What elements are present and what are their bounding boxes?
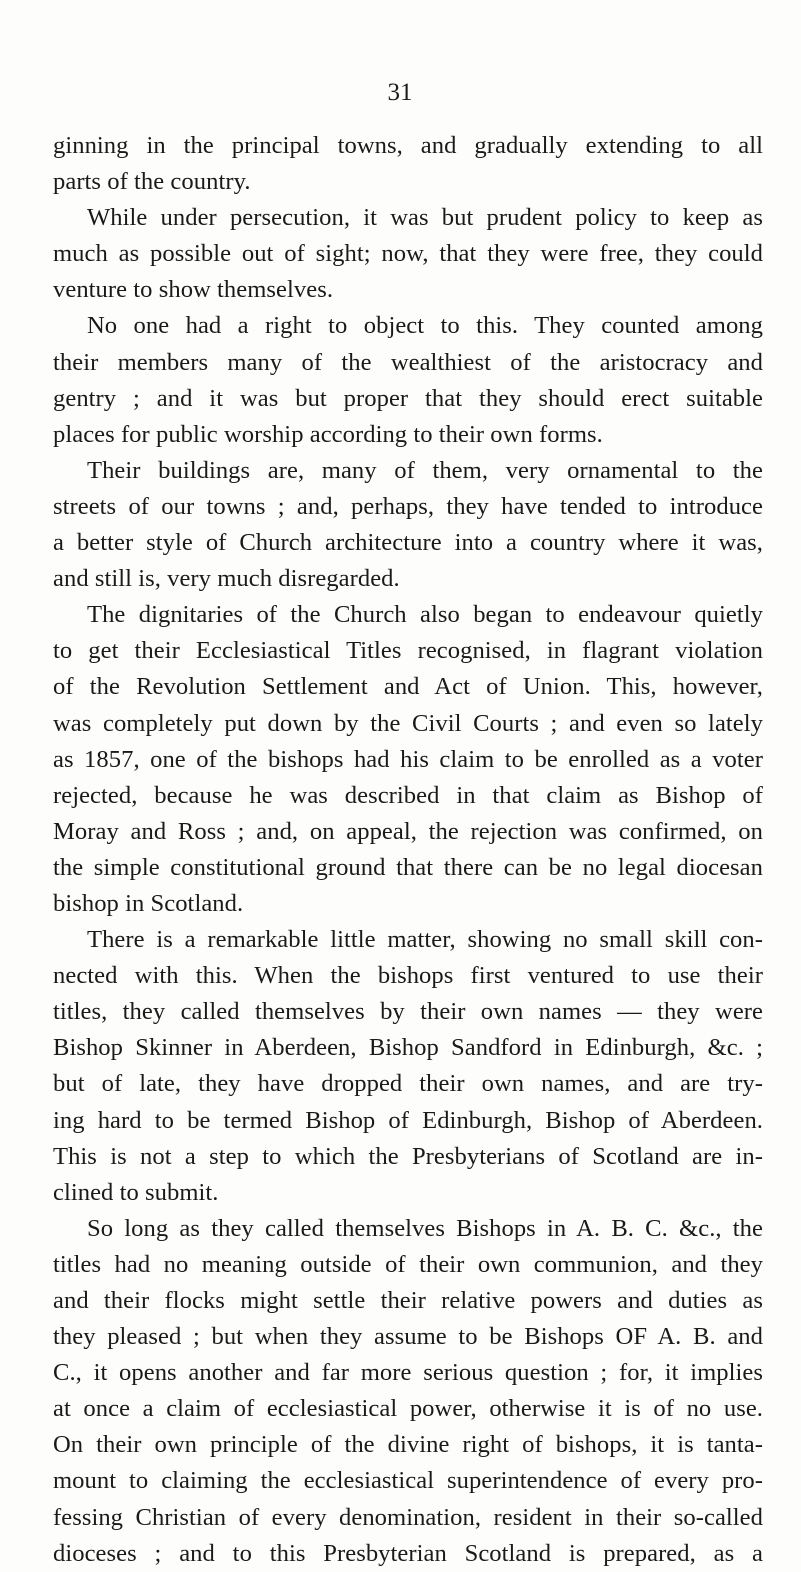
text-line: mount to claiming the ecclesiastical superintendence of every pro- (53, 1467, 763, 1495)
text-line: C., it opens another and far more serious question ; for, it implies (53, 1359, 763, 1387)
text-line: a better style of Church architecture into a country where it was, (53, 529, 763, 557)
text-line: but of late, they have dropped their own names, and are try- (53, 1070, 763, 1098)
text-line: was completely put down by the Civil Courts ; and even so lately (53, 709, 763, 737)
text-line: Moray and Ross ; and, on appeal, the rejection was confirmed, on (53, 817, 763, 845)
text-line: There is a remarkable little matter, showing no small skill con- (87, 926, 763, 954)
page-number: 31 (387, 79, 413, 106)
text-line: parts of the country. (53, 168, 251, 196)
text-line: titles, they called themselves by their own names — they were (53, 998, 763, 1026)
text-line: of the Revolution Settlement and Act of Union. This, however, (53, 673, 763, 701)
text-line: streets of our towns ; and, perhaps, they have tended to introduce (53, 492, 763, 520)
body-text (53, 128, 763, 1572)
text-line: Their buildings are, many of them, very ornamental to the (87, 456, 763, 484)
text-line: So long as they called themselves Bishops in A. B. C. &c., the (87, 1214, 763, 1242)
text-line: No one had a right to object to this. They counted among (87, 312, 763, 340)
text-line: While under persecution, it was but prudent policy to keep as (87, 204, 763, 232)
text-line: to get their Ecclesiastical Titles recognised, in flagrant violation (53, 637, 763, 665)
text-line: fessing Christian of every denomination, resident in their so-called (53, 1503, 763, 1531)
text-line: much as possible out of sight; now, that they were free, they could (53, 240, 763, 268)
text-line: gentry ; and it was but proper that they should erect suitable (53, 384, 763, 412)
text-line: bishop in Scotland. (53, 889, 244, 917)
text-line: and still is, very much disregarded. (53, 565, 400, 593)
text-line: ginning in the principal towns, and gradually extending to all (53, 132, 763, 159)
text-line: at once a claim of ecclesiastical power, otherwise it is of no use. (53, 1395, 763, 1423)
text-line: the simple constitutional ground that there can be no legal diocesan (53, 853, 763, 881)
text-line: dioceses ; and to this Presbyterian Scotland is prepared, as a (53, 1539, 763, 1567)
text-line: they pleased ; but when they assume to be Bishops OF A. B. and (53, 1323, 763, 1351)
text-line: titles had no meaning outside of their own communion, and they (53, 1250, 763, 1278)
text-line: venture to show themselves. (53, 276, 334, 304)
text-line: On their own principle of the divine right of bishops, it is tanta- (53, 1431, 763, 1459)
text-line: as 1857, one of the bishops had his claim to be enrolled as a voter (53, 745, 763, 773)
text-line: ing hard to be termed Bishop of Edinburgh, Bishop of Aberdeen. (53, 1106, 763, 1134)
text-line: clined to submit. (53, 1178, 219, 1206)
text-line: rejected, because he was described in that claim as Bishop of (53, 781, 763, 809)
text-line: nected with this. When the bishops first ventured to use their (53, 962, 763, 990)
text-line: and their flocks might settle their relative powers and duties as (53, 1287, 763, 1314)
text-line: their members many of the wealthiest of the aristocracy and (53, 348, 763, 376)
text-line: The dignitaries of the Church also began to endeavour quietly (87, 601, 763, 629)
text-line: This is not a step to which the Presbyterians of Scotland are in- (53, 1142, 763, 1170)
text-line: Bishop Skinner in Aberdeen, Bishop Sandford in Edinburgh, &c. ; (53, 1034, 763, 1062)
text-line: places for public worship according to their own forms. (53, 420, 603, 448)
